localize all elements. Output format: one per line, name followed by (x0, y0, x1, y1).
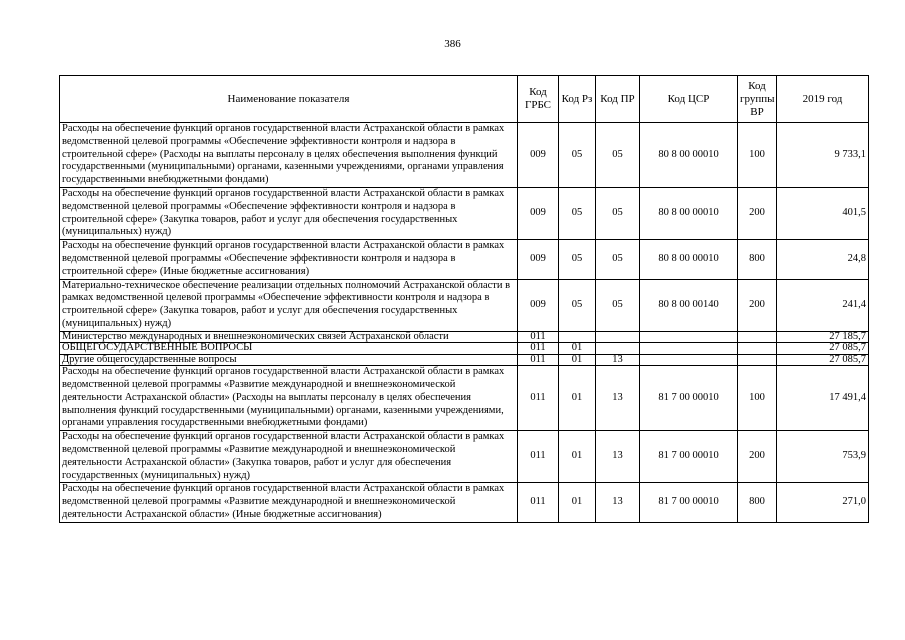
table-row (60, 187, 869, 239)
row-csr: 80 8 00 00010 (640, 187, 738, 239)
row-grbs: 011 (518, 431, 559, 483)
row-csr (640, 343, 738, 355)
page-number: 386 (444, 38, 461, 50)
header-year: 2019 год (777, 76, 869, 123)
table-row (60, 279, 869, 331)
row-pr (596, 343, 640, 355)
row-csr: 80 8 00 00010 (640, 123, 738, 188)
row-rz: 01 (559, 343, 596, 355)
row-amount: 17 491,4 (777, 366, 869, 431)
header-grbs: Код ГРБС (518, 76, 559, 123)
table-row (60, 331, 869, 343)
row-rz: 05 (559, 240, 596, 279)
row-rz: 05 (559, 279, 596, 331)
row-amount: 401,5 (777, 187, 869, 239)
row-grbs: 009 (518, 240, 559, 279)
row-rz: 01 (559, 483, 596, 522)
row-pr: 13 (596, 354, 640, 366)
row-rz: 05 (559, 187, 596, 239)
row-csr: 81 7 00 00010 (640, 483, 738, 522)
row-csr: 80 8 00 00140 (640, 279, 738, 331)
row-grbs: 009 (518, 279, 559, 331)
row-pr: 13 (596, 483, 640, 522)
table-row (60, 431, 869, 483)
row-grbs: 011 (518, 343, 559, 355)
row-name: Расходы на обеспечение функций органов государственной власти Астраханской области в рамках ведомственной целевой программы «Развитие международной и внешнеэкономической деятельности Астраханской области» (Закупка товаров, работ и услуг для обеспечения государственных (муниципальных) нужд) (60, 431, 518, 483)
row-amount: 27 085,7 (777, 343, 869, 355)
row-pr: 05 (596, 279, 640, 331)
header-name: Наименование показателя (60, 76, 518, 123)
row-name: Расходы на обеспечение функций органов государственной власти Астраханской области в рамках ведомственной целевой программы «Обеспечение эффективности контроля и надзора в строительной сфере» (Иные бюджетные ассигнования) (60, 240, 518, 279)
row-pr: 05 (596, 240, 640, 279)
row-amount: 9 733,1 (777, 123, 869, 188)
row-vr: 100 (738, 366, 777, 431)
row-vr (738, 331, 777, 343)
row-vr: 800 (738, 483, 777, 522)
header-pr: Код ПР (596, 76, 640, 123)
row-name: Расходы на обеспечение функций органов государственной власти Астраханской области в рамках ведомственной целевой программы «Обеспечение эффективности контроля и надзора в строительной сфере» (Закупка товаров, работ и услуг для обеспечения государственных (муниципальных) нужд) (60, 187, 518, 239)
row-grbs: 011 (518, 331, 559, 343)
row-grbs: 011 (518, 354, 559, 366)
row-pr: 13 (596, 366, 640, 431)
row-csr: 81 7 00 00010 (640, 431, 738, 483)
row-name: Расходы на обеспечение функций органов государственной власти Астраханской области в рамках ведомственной целевой программы «Обеспечение эффективности контроля и надзора в строительной сфере» (Расходы на выплаты персоналу в целях обеспечения выполнения функций государственными (муниципальными) органами, казенными учреждениями, органами управления государственными внебюджетными фондами) (60, 123, 518, 188)
row-csr (640, 354, 738, 366)
row-grbs: 011 (518, 366, 559, 431)
table-row (60, 483, 869, 522)
row-name: Министерство международных и внешнеэкономических связей Астраханской области (60, 331, 518, 343)
row-vr (738, 343, 777, 355)
row-amount: 241,4 (777, 279, 869, 331)
row-rz: 01 (559, 366, 596, 431)
row-pr: 13 (596, 431, 640, 483)
row-vr: 100 (738, 123, 777, 188)
row-name: Расходы на обеспечение функций органов государственной власти Астраханской области в рамках ведомственной целевой программы «Развитие международной и внешнеэкономической деятельности Астраханской области» (Иные бюджетные ассигнования) (60, 483, 518, 522)
row-amount: 27 185,7 (777, 331, 869, 343)
row-rz: 01 (559, 354, 596, 366)
header-rz: Код Рз (559, 76, 596, 123)
header-csr: Код ЦСР (640, 76, 738, 123)
row-name: ОБЩЕГОСУДАРСТВЕННЫЕ ВОПРОСЫ (60, 343, 518, 355)
table-row (60, 354, 869, 366)
row-vr: 200 (738, 431, 777, 483)
row-rz: 01 (559, 431, 596, 483)
row-name: Расходы на обеспечение функций органов государственной власти Астраханской области в рамках ведомственной целевой программы «Развитие международной и внешнеэкономической деятельности Астраханской области» (Расходы на выплаты персоналу в целях обеспечения выполнения функций государственными (муниципальными) органами, казенными учреждениями, органами управления государственными внебюджетными фондами) (60, 366, 518, 431)
row-pr: 05 (596, 187, 640, 239)
header-vr: Код группы ВР (738, 76, 777, 123)
table-header-row (60, 76, 869, 123)
row-csr (640, 331, 738, 343)
row-grbs: 009 (518, 123, 559, 188)
row-rz (559, 331, 596, 343)
row-name: Материально-техническое обеспечение реализации отдельных полномочий Астраханской области в рамках ведомственной целевой программы «Обеспечение эффективности контроля и надзора в строительной сфере» (Закупка товаров, работ и услуг для обеспечения государственных (муниципальных) нужд) (60, 279, 518, 331)
table-row (60, 123, 869, 188)
row-grbs: 011 (518, 483, 559, 522)
row-grbs: 009 (518, 187, 559, 239)
row-vr: 800 (738, 240, 777, 279)
row-amount: 753,9 (777, 431, 869, 483)
row-amount: 24,8 (777, 240, 869, 279)
row-vr: 200 (738, 187, 777, 239)
row-pr (596, 331, 640, 343)
row-amount: 271,0 (777, 483, 869, 522)
row-rz: 05 (559, 123, 596, 188)
row-vr: 200 (738, 279, 777, 331)
row-vr (738, 354, 777, 366)
row-csr: 81 7 00 00010 (640, 366, 738, 431)
row-pr: 05 (596, 123, 640, 188)
table-row (60, 343, 869, 355)
table-row (60, 366, 869, 431)
row-csr: 80 8 00 00010 (640, 240, 738, 279)
row-name: Другие общегосударственные вопросы (60, 354, 518, 366)
budget-table (59, 75, 869, 523)
table-row (60, 240, 869, 279)
row-amount: 27 085,7 (777, 354, 869, 366)
